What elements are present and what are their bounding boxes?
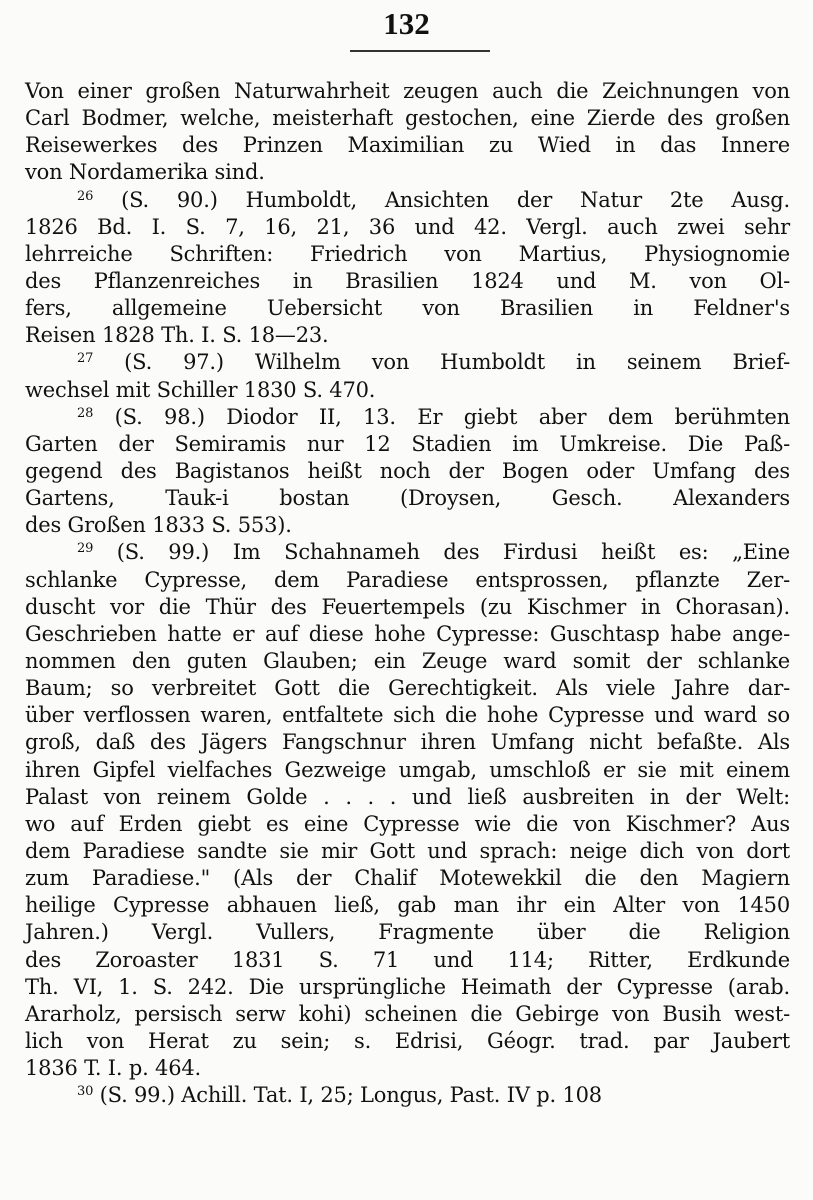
text-line: [25, 295, 790, 322]
text-line: [25, 241, 790, 268]
text-line: [25, 729, 790, 756]
line-text: fers, allgemeine Uebersicht von Brasilien in Feldner's: [25, 296, 790, 321]
text-line: [25, 485, 790, 512]
footnote-number: 28: [77, 405, 94, 421]
text-line: [25, 105, 790, 132]
text-line: [25, 567, 790, 594]
line-text: des Pflanzenreiches in Brasilien 1824 und M. von Ol-: [25, 268, 790, 293]
text-line: [25, 539, 790, 566]
text-line: [25, 404, 790, 431]
footnote-number: 26: [77, 188, 94, 204]
line-text: Baum; so verbreitet Gott die Gerechtigkeit. Als viele Jahre dar-: [25, 676, 790, 701]
text-line: [25, 1082, 790, 1109]
text-line: [25, 594, 790, 621]
line-text: Geschrieben hatte er auf diese hohe Cypresse: Guschtasp habe ange-: [25, 621, 790, 646]
line-text: groß, daß des Jägers Fangschnur ihren Umfang nicht befaßte. Als: [25, 730, 790, 755]
line-text: heilige Cypresse abhauen ließ, gab man ihr ein Alter von 1450: [25, 893, 790, 918]
text-line: [25, 322, 790, 349]
line-text: Reisewerkes des Prinzen Maximilian zu Wied in das Innere: [25, 133, 790, 158]
text-line: [25, 512, 790, 539]
line-text: nommen den guten Glauben; ein Zeuge ward somit der schlanke: [25, 648, 790, 673]
line-text: (S. 97.) Wilhelm von Humboldt in seinem Brief-: [124, 350, 790, 375]
footnote-29: [25, 539, 790, 1082]
line-text: Von einer großen Naturwahrheit zeugen auch die Zeichnungen von: [25, 79, 790, 103]
footnote-number: 27: [77, 351, 94, 367]
footnote-27: [25, 349, 790, 403]
line-text: Jahren.) Vergl. Vullers, Fragmente über die Religion: [25, 920, 790, 945]
text-line: [25, 865, 790, 892]
line-text: Gartens, Tauk-i bostan (Droysen, Gesch. Alexanders: [25, 486, 790, 511]
line-text: gegend des Bagistanos heißt noch der Bogen oder Umfang des: [25, 458, 790, 483]
footnote-30: [25, 1082, 790, 1109]
line-text: (S. 99.) Achill. Tat. I, 25; Longus, Past. IV p. 108: [99, 1083, 602, 1108]
paragraph: [25, 78, 790, 187]
line-text: wo auf Erden giebt es eine Cypresse wie die von Kischmer? Aus: [25, 811, 790, 836]
text-line: [25, 648, 790, 675]
line-text: 1826 Bd. I. S. 7, 16, 21, 36 und 42. Vergl. auch zwei sehr: [25, 214, 790, 239]
text-line: [25, 349, 790, 376]
text-line: [25, 892, 790, 919]
body-text: [25, 78, 790, 1109]
footnote-28: [25, 404, 790, 540]
line-text: lehrreiche Schriften: Friedrich von Martius, Physiognomie: [25, 241, 790, 266]
line-text: des Großen 1833 S. 553).: [25, 513, 292, 538]
text-line: [25, 78, 790, 105]
footnote-26: [25, 187, 790, 350]
line-text: 1836 T. I. p. 464.: [25, 1056, 201, 1081]
text-line: [25, 214, 790, 241]
line-text: wechsel mit Schiller 1830 S. 470.: [25, 377, 376, 402]
line-text: dem Paradiese sandte sie mir Gott und sprach: neige dich von dort: [25, 838, 790, 863]
text-line: [25, 431, 790, 458]
footnote-number: 29: [77, 541, 94, 557]
line-text: schlanke Cypresse, dem Paradiese entsprossen, pflanzte Zer-: [25, 567, 790, 592]
text-line: [25, 784, 790, 811]
footnote-number: 30: [77, 1084, 94, 1100]
line-text: (S. 90.) Humboldt, Ansichten der Natur 2te Ausg.: [121, 187, 790, 212]
line-text: Carl Bodmer, welche, meisterhaft gestochen, eine Zierde des großen: [25, 106, 790, 131]
text-line: [25, 974, 790, 1001]
line-text: Reisen 1828 Th. I. S. 18—23.: [25, 323, 329, 348]
line-text: (S. 99.) Im Schahnameh des Firdusi heißt es: „Eine: [116, 540, 790, 565]
text-line: [25, 675, 790, 702]
text-line: [25, 159, 790, 186]
line-text: Ararholz, persisch serw kohi) scheinen die Gebirge von Busih west-: [25, 1001, 790, 1026]
text-line: [25, 1055, 790, 1082]
text-line: [25, 621, 790, 648]
line-text: ihren Gipfel vielfaches Gezweige umgab, umschloß er sie mit einem: [25, 757, 790, 782]
line-text: Garten der Semiramis nur 12 Stadien im Umkreise. Die Paß-: [25, 431, 790, 456]
line-text: duscht vor die Thür des Feuertempels (zu Kischmer in Chorasan).: [25, 594, 790, 619]
line-text: (S. 98.) Diodor II, 13. Er giebt aber dem berühmten: [114, 404, 790, 429]
text-line: [25, 811, 790, 838]
text-line: [25, 1028, 790, 1055]
line-text: des Zoroaster 1831 S. 71 und 114; Ritter, Erdkunde: [25, 947, 790, 972]
header-rule: [350, 50, 490, 52]
text-line: [25, 268, 790, 295]
text-line: [25, 1001, 790, 1028]
line-text: Th. VI, 1. S. 242. Die ursprüngliche Heimath der Cypresse (arab.: [25, 974, 790, 999]
text-line: [25, 702, 790, 729]
line-text: über verflossen waren, entfaltete sich die hohe Cypresse und ward so: [25, 703, 790, 728]
line-text: von Nordamerika sind.: [25, 160, 265, 185]
text-line: [25, 377, 790, 404]
line-text: Palast von reinem Golde . . . . und ließ ausbreiten in der Welt:: [25, 784, 790, 809]
text-line: [25, 187, 790, 214]
text-line: [25, 919, 790, 946]
text-line: [25, 947, 790, 974]
text-line: [25, 132, 790, 159]
line-text: lich von Herat zu sein; s. Edrisi, Géogr. trad. par Jaubert: [25, 1028, 790, 1053]
text-line: [25, 838, 790, 865]
text-line: [25, 757, 790, 784]
text-line: [25, 458, 790, 485]
page-number: 132: [383, 6, 430, 41]
line-text: zum Paradiese." (Als der Chalif Motewekkil die den Magiern: [25, 866, 790, 891]
